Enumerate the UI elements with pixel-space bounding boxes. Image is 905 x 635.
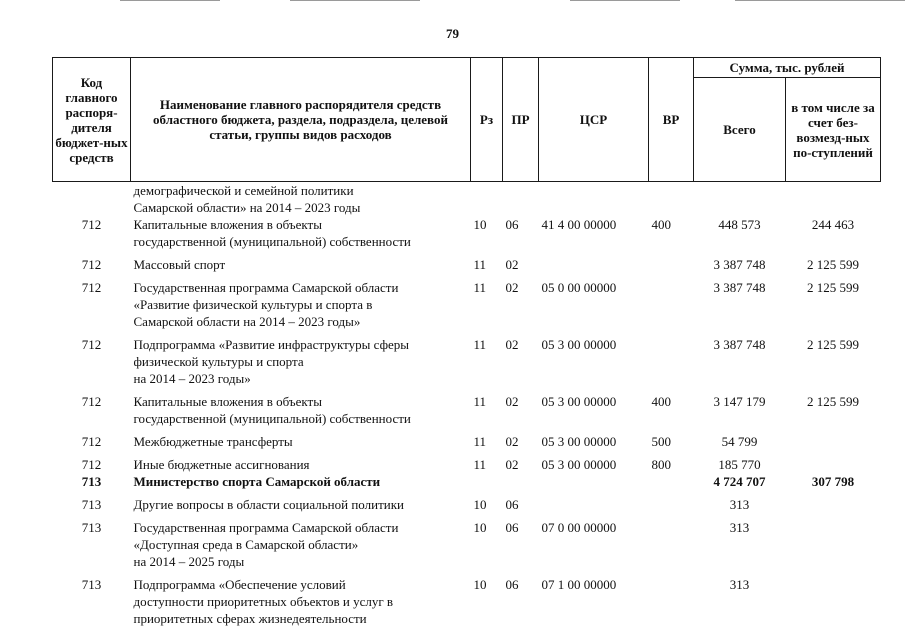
- row-vr: 400: [651, 394, 671, 409]
- row-free: 2 125 599: [807, 257, 859, 272]
- header-pr: ПР: [503, 58, 539, 182]
- row-csr: 07 0 00 00000: [541, 520, 617, 535]
- row-pr: 02: [505, 457, 519, 472]
- row-pr: 06: [505, 217, 519, 232]
- row-pr: 06: [505, 577, 519, 592]
- row-rz: 10: [473, 520, 487, 535]
- row-name: Капитальные вложения в объекты государственной (муниципальной) собственности: [133, 217, 411, 249]
- row-code: 713: [81, 474, 102, 489]
- table-row: [53, 570, 881, 627]
- table-row: [53, 450, 881, 473]
- row-code: 712: [81, 257, 102, 272]
- row-total: 313: [729, 497, 750, 512]
- row-total: 3 387 748: [713, 280, 766, 295]
- row-code: 712: [81, 434, 102, 449]
- header-free: в том числе за счет без-возмезд-ных по-ступлений: [786, 78, 881, 182]
- row-vr: 400: [651, 217, 671, 232]
- row-total: 4 724 707: [713, 474, 766, 489]
- table-body: [53, 182, 881, 628]
- row-pr: 06: [505, 520, 519, 535]
- header-csr: ЦСР: [539, 58, 649, 182]
- row-csr: 05 3 00 00000: [541, 337, 617, 352]
- table-header: [53, 58, 881, 182]
- scan-edge-line: [570, 0, 680, 1]
- row-free: [786, 427, 881, 450]
- row-free: 2 125 599: [807, 337, 859, 352]
- row-free: [786, 450, 881, 473]
- row-pr: 02: [505, 257, 519, 272]
- row-name: Капитальные вложения в объекты государственной (муниципальной) собственности: [133, 394, 411, 426]
- row-total: 185 770: [718, 457, 761, 472]
- row-free: 2 125 599: [807, 280, 859, 295]
- row-rz: [471, 473, 503, 490]
- row-csr: [539, 182, 649, 217]
- table-row: [53, 216, 881, 250]
- row-name: Министерство спорта Самарской области: [133, 474, 381, 489]
- row-pr: 06: [505, 497, 519, 512]
- row-rz: 11: [473, 280, 487, 295]
- scan-edge-line: [120, 0, 220, 1]
- row-total: 313: [729, 577, 750, 592]
- row-csr: 05 3 00 00000: [541, 434, 617, 449]
- row-csr: 05 3 00 00000: [541, 394, 617, 409]
- row-code: 712: [81, 394, 102, 409]
- row-name: Государственная программа Самарской области «Доступная среда в Самарской области» на 2014 – 2025 годы: [133, 520, 399, 569]
- row-code: 712: [81, 337, 102, 352]
- row-total: [694, 182, 786, 217]
- row-rz: 11: [473, 457, 487, 472]
- row-free: [786, 490, 881, 513]
- table-row: [53, 427, 881, 450]
- row-csr: [539, 490, 649, 513]
- row-vr: [649, 513, 694, 570]
- row-total: 54 799: [721, 434, 758, 449]
- row-total: 3 147 179: [713, 394, 766, 409]
- row-pr: 02: [505, 337, 519, 352]
- scan-edge-line: [735, 0, 905, 1]
- row-name: Иные бюджетные ассигнования: [133, 457, 310, 472]
- row-csr: [539, 250, 649, 273]
- row-pr: 02: [505, 394, 519, 409]
- row-name: демографической и семейной политики Самарской области» на 2014 – 2023 годы: [133, 183, 361, 215]
- row-vr: [649, 182, 694, 217]
- row-rz: 10: [473, 217, 487, 232]
- row-total: 3 387 748: [713, 337, 766, 352]
- row-free: 2 125 599: [807, 394, 859, 409]
- row-vr: [649, 250, 694, 273]
- row-free: 244 463: [811, 217, 855, 232]
- row-csr: 07 1 00 00000: [541, 577, 617, 592]
- row-name: Межбюджетные трансферты: [133, 434, 293, 449]
- row-code: 712: [81, 457, 102, 472]
- row-name: Другие вопросы в области социальной политики: [133, 497, 404, 512]
- row-csr: 41 4 00 00000: [541, 217, 617, 232]
- row-total: 448 573: [718, 217, 761, 232]
- row-vr: [649, 490, 694, 513]
- row-free: [786, 570, 881, 627]
- row-rz: 11: [473, 337, 487, 352]
- row-code: [53, 182, 131, 217]
- header-vr: ВР: [649, 58, 694, 182]
- row-vr: [649, 330, 694, 387]
- row-vr: 800: [651, 457, 671, 472]
- row-csr: [539, 473, 649, 490]
- header-code: Код главного распоря-дителя бюджет-ных средств: [53, 58, 131, 182]
- header-name: Наименование главного распорядителя средств областного бюджета, раздела, подраздела, целевой статьи, группы видов расходов: [131, 58, 471, 182]
- row-code: 713: [81, 577, 102, 592]
- header-total: Всего: [694, 78, 786, 182]
- table-row: [53, 250, 881, 273]
- row-free: [786, 182, 881, 217]
- row-total: 3 387 748: [713, 257, 766, 272]
- row-vr: [649, 273, 694, 330]
- table-row: [53, 473, 881, 490]
- row-rz: [471, 182, 503, 217]
- table-row: [53, 330, 881, 387]
- row-total: 313: [729, 520, 750, 535]
- page-number: 79: [446, 26, 459, 41]
- budget-table: [52, 57, 881, 627]
- header-rz: Рз: [471, 58, 503, 182]
- row-csr: 05 3 00 00000: [541, 457, 617, 472]
- table-row: [53, 182, 881, 217]
- table-row: [53, 387, 881, 427]
- row-rz: 10: [473, 577, 487, 592]
- row-name: Подпрограмма «Развитие инфраструктуры сферы физической культуры и спорта на 2014 – 2023 годы»: [133, 337, 410, 386]
- row-code: 712: [81, 217, 102, 232]
- row-name: Массовый спорт: [133, 257, 226, 272]
- row-pr: 02: [505, 434, 519, 449]
- row-free: [786, 513, 881, 570]
- scan-edge-line: [290, 0, 420, 1]
- header-sum: Сумма, тыс. рублей: [694, 58, 881, 78]
- row-pr: [503, 182, 539, 217]
- row-pr: 02: [505, 280, 519, 295]
- row-name: Государственная программа Самарской области «Развитие физической культуры и спорта в Самарской области на 2014 – 2023 годы»: [133, 280, 399, 329]
- row-vr: [649, 570, 694, 627]
- row-rz: 10: [473, 497, 487, 512]
- table-row: [53, 490, 881, 513]
- row-vr: 500: [651, 434, 671, 449]
- row-rz: 11: [473, 394, 487, 409]
- table-row: [53, 513, 881, 570]
- row-name: Подпрограмма «Обеспечение условий доступности приоритетных объектов и услуг в приоритетных сферах жизнедеятельности: [133, 577, 394, 626]
- row-free: 307 798: [811, 474, 855, 489]
- row-code: 713: [81, 520, 102, 535]
- row-code: 712: [81, 280, 102, 295]
- row-pr: [503, 473, 539, 490]
- row-csr: 05 0 00 00000: [541, 280, 617, 295]
- row-rz: 11: [473, 434, 487, 449]
- row-vr: [649, 473, 694, 490]
- table-row: [53, 273, 881, 330]
- row-rz: 11: [473, 257, 487, 272]
- row-code: 713: [81, 497, 102, 512]
